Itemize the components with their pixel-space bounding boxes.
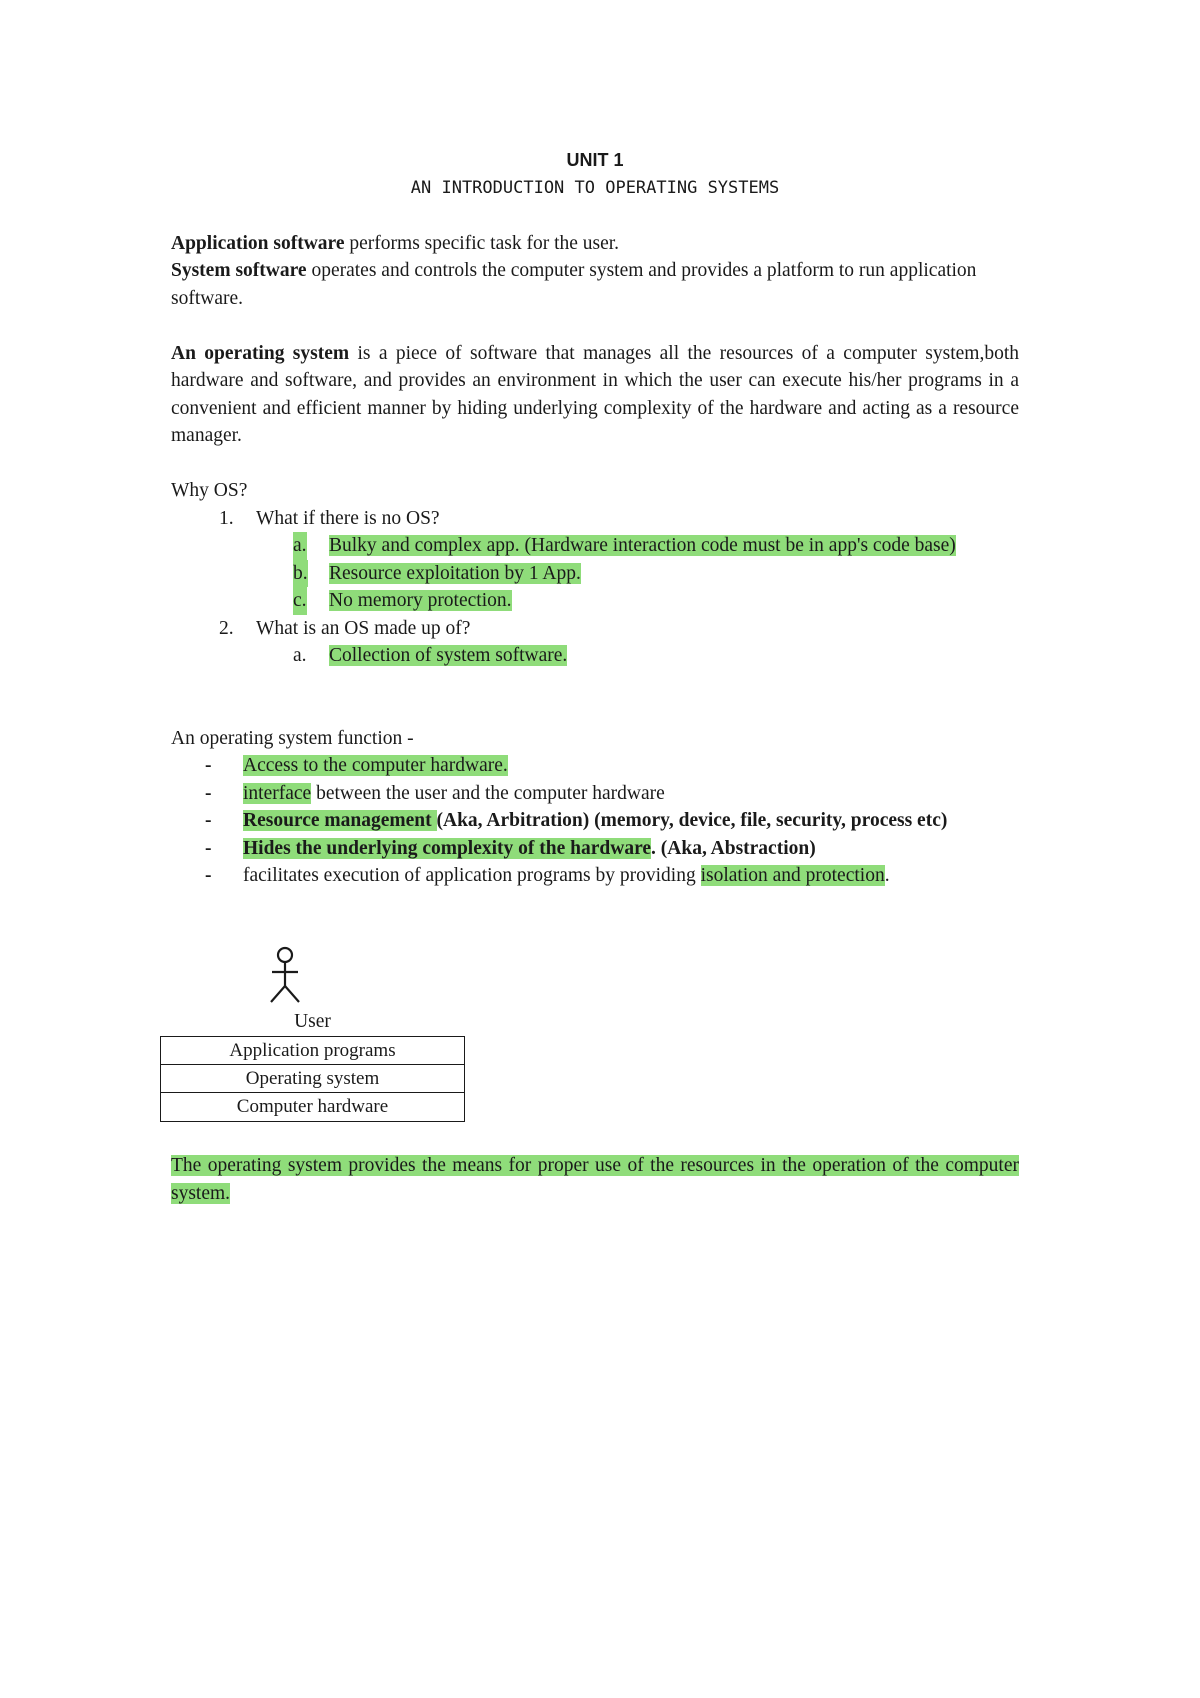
layer-computer-hardware: Computer hardware — [236, 1096, 389, 1117]
sub-list-item — [171, 560, 1019, 588]
bullet-dash: - — [205, 810, 212, 831]
application-software-term: Application software — [171, 232, 345, 254]
layer-application-programs: Application programs — [161, 1037, 464, 1065]
function-text: facilitates execution of application programs by providing — [243, 865, 701, 886]
operating-system-term: An operating system — [171, 342, 350, 364]
function-text: . (Aka, Abstraction) — [651, 837, 816, 859]
chapter-heading: AN INTRODUCTION TO OPERATING SYSTEMS — [410, 178, 780, 198]
list-item — [171, 752, 1019, 780]
function-highlight: Resource management — [243, 810, 437, 831]
layer-operating-system: Operating system — [161, 1065, 464, 1093]
list-text: What is an OS made up of? — [256, 617, 471, 639]
why-os-heading: Why OS? — [171, 480, 248, 501]
function-text-end: . — [884, 865, 890, 886]
sub-list-item — [171, 642, 1019, 670]
list-text: What if there is no OS? — [256, 507, 440, 529]
bullet-dash: - — [205, 755, 212, 776]
unit-title: UNIT 1 — [566, 150, 624, 170]
sub-list-item — [171, 587, 1019, 615]
function-highlight: interface — [243, 782, 312, 804]
system-software-term: System software — [171, 260, 307, 281]
system-software-definition — [171, 257, 1019, 312]
sub-list-item — [171, 532, 1019, 560]
function-text: between the user and the computer hardware — [311, 782, 665, 804]
list-number: 2. — [219, 617, 234, 639]
list-item — [171, 780, 1019, 808]
user-stick-figure-icon — [268, 946, 302, 1006]
bullet-dash: - — [205, 782, 212, 804]
conclusion-text: The operating system provides the means for proper use of the resources in the operation of the computer system. — [171, 1155, 1019, 1204]
function-highlight: Hides the underlying complexity of the hardware — [243, 837, 652, 859]
list-number: 1. — [219, 507, 234, 529]
application-software-definition — [171, 230, 1019, 258]
sub-list-letter: c. — [293, 587, 307, 615]
sub-list-text: Collection of system software. — [329, 645, 568, 666]
function-text: (Aka, Arbitration) (memory, device, file, security, process etc) — [436, 810, 948, 831]
document-body — [171, 146, 1019, 890]
sub-list-text: No memory protection. — [329, 590, 512, 611]
function-highlight: isolation and protection — [700, 865, 885, 886]
conclusion-paragraph — [171, 1152, 1019, 1207]
list-item — [171, 615, 1019, 643]
application-software-text: performs specific task for the user. — [344, 232, 620, 254]
list-item — [171, 807, 1019, 835]
function-text: Access to the computer hardware. — [243, 755, 508, 776]
operating-system-definition — [171, 340, 1019, 450]
sub-list-letter: a. — [293, 532, 307, 560]
sub-list-text: Bulky and complex app. (Hardware interaction code must be in app's code base) — [329, 535, 956, 556]
sub-list-letter: a. — [293, 645, 307, 666]
bullet-dash: - — [205, 865, 212, 886]
functions-heading: An operating system function - — [171, 727, 414, 749]
bullet-dash: - — [205, 837, 212, 859]
system-software-text: operates and controls the computer system and provides a platform to run application software. — [171, 260, 977, 309]
sub-list-text: Resource exploitation by 1 App. — [329, 562, 581, 584]
operating-system-text: is a piece of software that manages all the resources of a computer system,both hardware and software, and provides an environment in which the user can execute his/her programs in a convenient and efficient manner by hiding underlying complexity of the hardware and acting as a resource manager. — [171, 342, 1019, 446]
list-item — [171, 505, 1019, 533]
list-item — [171, 835, 1019, 863]
sub-list-letter: b. — [293, 560, 308, 588]
user-label: User — [294, 1011, 331, 1032]
list-item — [171, 862, 1019, 890]
layer-stack — [160, 1036, 465, 1122]
